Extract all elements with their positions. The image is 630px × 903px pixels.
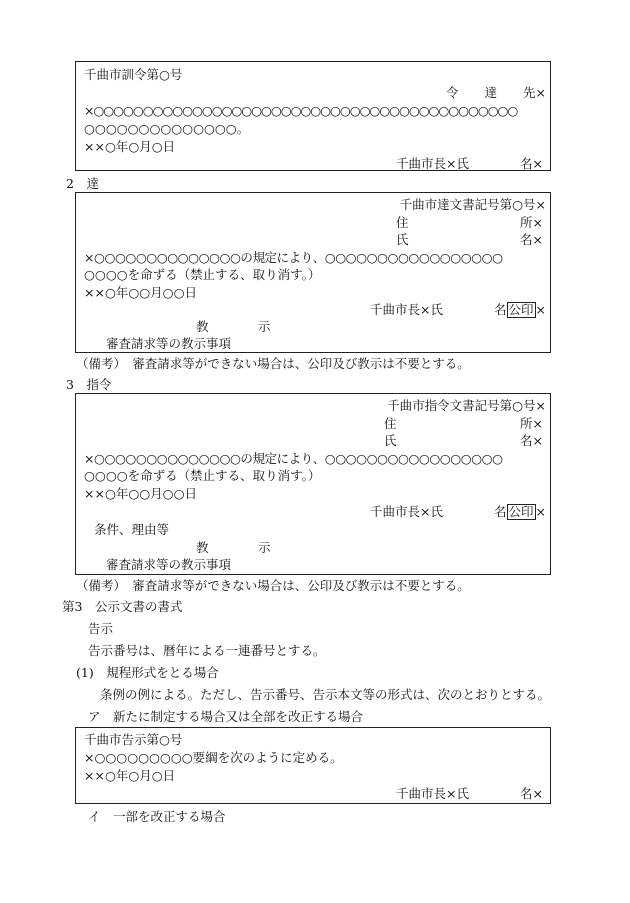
- shirei-number: 千曲市指令文書記号第○号×: [387, 398, 546, 413]
- part-3-heading: 第3 公示文書の書式: [62, 599, 183, 614]
- shirei-kyoji-item: 審査請求等の教示事項: [106, 557, 232, 572]
- kunrei-signer-mei: 名×: [520, 156, 543, 171]
- tatsu-note: （備考） 審査請求等ができない場合は、公印及び教示は不要とする。: [76, 356, 470, 371]
- tatsu-name-label-2: 名×: [520, 232, 543, 247]
- shirei-signer: 千曲市長×氏: [370, 504, 443, 519]
- recipient-char-3: 先×: [523, 85, 546, 100]
- tatsu-address-label-2: 所×: [520, 215, 543, 230]
- shirei-address-label-2: 所×: [520, 416, 543, 431]
- shirei-date: ××○年○○月○○日: [84, 486, 197, 501]
- kokuji-date: ××○年○月○日: [84, 768, 176, 783]
- tatsu-seal-after: ×: [535, 302, 547, 317]
- shirei-body-line-2: ○○○○を命ずる（禁止する、取り消す。）: [84, 468, 321, 483]
- kunrei-signer: 千曲市長×氏: [396, 156, 469, 171]
- item-1-heading: (1) 規程形式をとる場合: [76, 665, 219, 680]
- tatsu-kyoji-char-2: 示: [258, 319, 271, 334]
- kunrei-number: 千曲市訓令第○号: [84, 67, 183, 82]
- tatsu-date: ××○年○○月○○日: [84, 285, 197, 300]
- kunrei-body-line-2: ○○○○○○○○○○○○○○。: [84, 121, 250, 136]
- shirei-note: （備考） 審査請求等ができない場合は、公印及び教示は不要とする。: [76, 578, 470, 593]
- tatsu-signer-seal-line: [494, 301, 546, 319]
- tatsu-kyoji-item: 審査請求等の教示事項: [106, 336, 232, 351]
- tatsu-signer: 千曲市長×氏: [370, 302, 443, 317]
- shirei-seal-after: ×: [535, 504, 547, 519]
- tatsu-name-label-1: 氏: [396, 232, 409, 247]
- sub-item-a: ア 新たに制定する場合又は全部を改正する場合: [88, 709, 364, 724]
- shirei-body-line-1: ×○○○○○○○○○○○○○○の規定により、○○○○○○○○○○○○○○○○○: [84, 451, 503, 466]
- item-1-body: 条例の例による。ただし、告示番号、告示本文等の形式は、次のとおりとする。: [100, 687, 551, 702]
- kokuji-body: ×○○○○○○○○○要綱を次のように定める。: [84, 750, 343, 765]
- shirei-conditions: 条件、理由等: [94, 522, 170, 537]
- official-seal-mark: 公印: [508, 302, 534, 317]
- kokuji-signer-mei: 名×: [520, 786, 543, 801]
- shirei-address-label-1: 住: [384, 416, 397, 431]
- official-seal-mark: 公印: [508, 504, 534, 519]
- shirei-signer-seal-line: [494, 503, 546, 521]
- recipient-char-2: 達: [484, 85, 498, 100]
- sub-item-i: イ 一部を改正する場合: [88, 809, 226, 824]
- kokuji-label: 告示: [88, 621, 114, 636]
- recipient-char-1: 令: [446, 85, 459, 100]
- kokuji-number: 千曲市告示第○号: [84, 732, 183, 747]
- tatsu-kyoji-char-1: 教: [196, 319, 209, 334]
- kokuji-numbering-rule: 告示番号は、暦年による一連番号とする。: [88, 643, 326, 658]
- kokuji-signer: 千曲市長×氏: [396, 786, 469, 801]
- section-2-heading: 2 達: [66, 176, 99, 191]
- kunrei-body-line-1: ×○○○○○○○○○○○○○○○○○○○○○○○○○○○○○○○○○○○○○○○○○○○: [84, 103, 518, 118]
- kunrei-date: ××○年○月○日: [84, 139, 176, 154]
- shirei-name-label-2: 名×: [520, 433, 543, 448]
- shirei-name-label-1: 氏: [384, 433, 397, 448]
- tatsu-address-label-1: 住: [396, 215, 409, 230]
- tatsu-signer-mei: 名: [494, 302, 507, 317]
- section-3-heading: 3 指令: [66, 377, 112, 392]
- shirei-kyoji-char-1: 教: [196, 540, 209, 555]
- tatsu-body-line-2: ○○○○を命ずる（禁止する、取り消す。）: [84, 267, 321, 282]
- shirei-kyoji-char-2: 示: [258, 540, 271, 555]
- tatsu-number: 千曲市達文書記号第○号×: [399, 197, 546, 212]
- tatsu-body-line-1: ×○○○○○○○○○○○○○○の規定により、○○○○○○○○○○○○○○○○○: [84, 250, 503, 265]
- shirei-signer-mei: 名: [494, 504, 507, 519]
- kunrei-recipient: [446, 84, 546, 102]
